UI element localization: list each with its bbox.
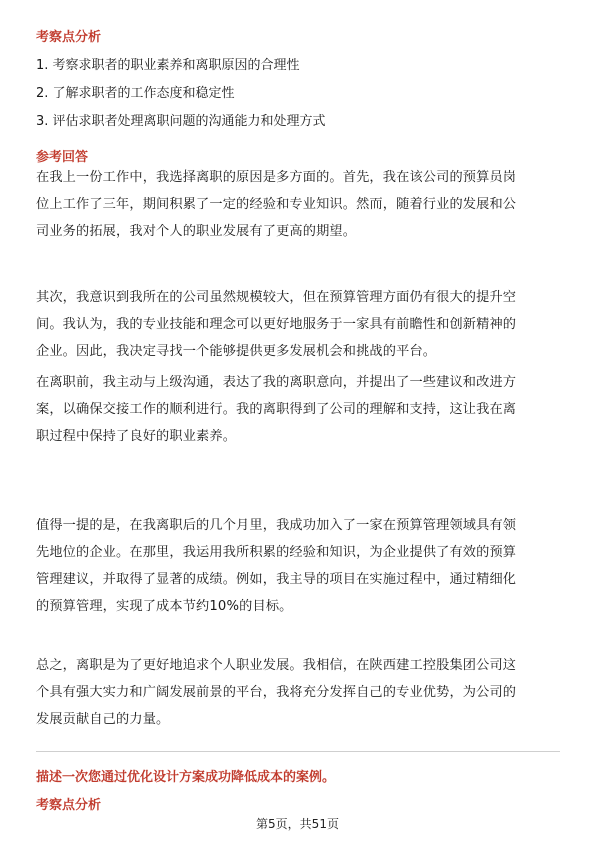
answer-paragraph-4 <box>36 512 561 620</box>
paragraph-line: 个具有强大实力和广阔发展前景的平台，我将充分发挥自己的专业优势，为公司的 <box>36 685 517 700</box>
paragraph-line: 发展贡献自己的力量。 <box>36 712 170 727</box>
answer-paragraph-1 <box>36 164 561 245</box>
paragraph-line: 职过程中保持了良好的职业素养。 <box>36 429 237 444</box>
paragraph-line: 司业务的拓展，我对个人的职业发展有了更高的期望。 <box>36 224 357 239</box>
paragraph-line: 的预算管理，实现了成本节约10%的目标。 <box>36 599 293 614</box>
section-heading-answer: 参考回答 <box>36 150 89 165</box>
paragraph-line: 值得一提的是，在我离职后的几个月里，我成功加入了一家在预算管理领域具有领 <box>36 518 517 533</box>
section-divider <box>36 751 560 752</box>
analysis-point-3: 3. 评估求职者处理离职问题的沟通能力和处理方式 <box>36 114 326 129</box>
paragraph-line: 其次，我意识到我所在的公司虽然规模较大，但在预算管理方面仍有很大的提升空 <box>36 290 517 305</box>
section-heading-analysis: 考察点分析 <box>36 30 102 45</box>
answer-paragraph-5 <box>36 652 561 733</box>
paragraph-line: 管理建议，并取得了显著的成绩。例如，我主导的项目在实施过程中，通过精细化 <box>36 572 517 587</box>
paragraph-line: 位上工作了三年，期间积累了一定的经验和专业知识。然而，随着行业的发展和公 <box>36 197 517 212</box>
next-question-title: 描述一次您通过优化设计方案成功降低成本的案例。 <box>36 770 336 785</box>
answer-paragraph-3 <box>36 369 561 450</box>
paragraph-line: 先地位的企业。在那里，我运用我所积累的经验和知识，为企业提供了有效的预算 <box>36 545 517 560</box>
answer-paragraph-2 <box>36 284 561 365</box>
page-number: 第5页，共51页 <box>256 817 339 831</box>
analysis-point-2: 2. 了解求职者的工作态度和稳定性 <box>36 86 235 101</box>
section-heading-analysis-2: 考察点分析 <box>36 798 102 813</box>
paragraph-line: 在离职前，我主动与上级沟通，表达了我的离职意向，并提出了一些建议和改进方 <box>36 375 517 390</box>
paragraph-line: 总之，离职是为了更好地追求个人职业发展。我相信，在陕西建工控股集团公司这 <box>36 658 517 673</box>
paragraph-line: 案，以确保交接工作的顺利进行。我的离职得到了公司的理解和支持，这让我在离 <box>36 402 517 417</box>
paragraph-line: 企业。因此，我决定寻找一个能够提供更多发展机会和挑战的平台。 <box>36 344 437 359</box>
paragraph-line: 间。我认为，我的专业技能和理念可以更好地服务于一家具有前瞻性和创新精神的 <box>36 317 517 332</box>
analysis-point-1: 1. 考察求职者的职业素养和离职原因的合理性 <box>36 58 300 73</box>
paragraph-line: 在我上一份工作中，我选择离职的原因是多方面的。首先，我在该公司的预算员岗 <box>36 170 517 185</box>
